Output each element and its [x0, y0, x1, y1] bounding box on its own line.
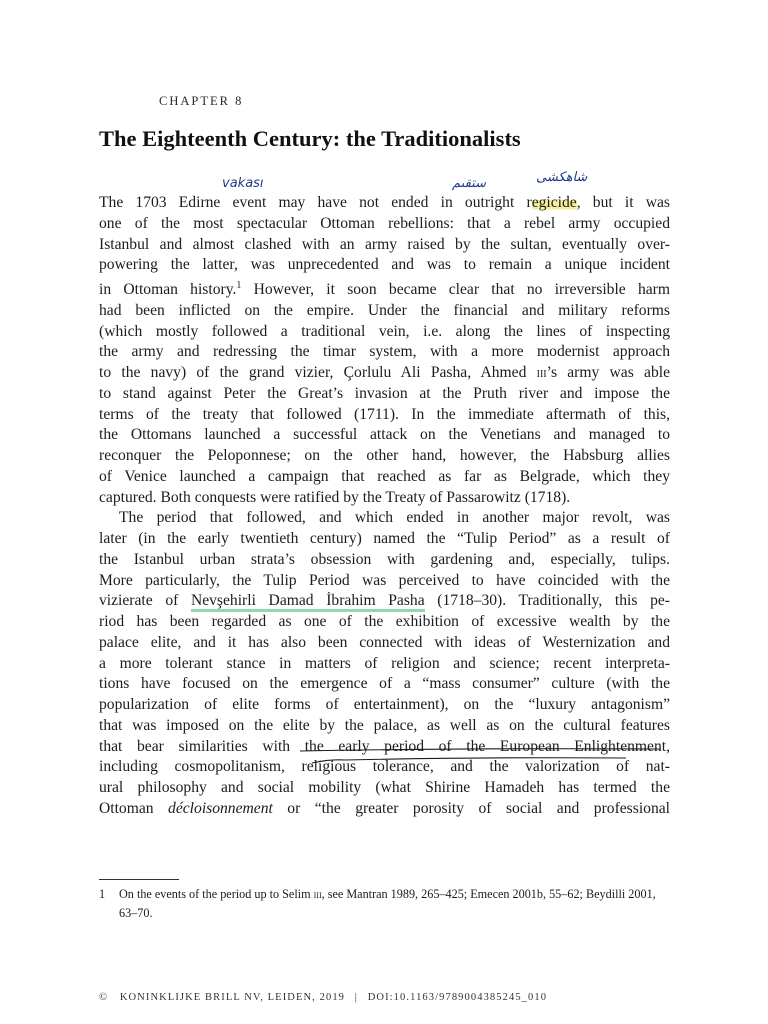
text-line: The period that followed, and which ended in another major revolt, was — [119, 509, 670, 527]
footnote-rule — [99, 879, 179, 880]
footer-separator: | — [354, 992, 358, 1003]
text-line: one of the most spectacular Ottoman rebellions: that a rebel army occupied — [99, 214, 670, 232]
copyright-symbol: © — [99, 992, 109, 1003]
text-line: powering the latter, was unprecedented and was to remain a unique incident — [99, 256, 670, 274]
text-line: to the navy) of the grand vizier, Çorlulu Ali Pasha, Ahmed iii’s army was able — [99, 364, 670, 382]
text-line: palace elite, and it has also been connected with ideas of Westernization and — [99, 633, 670, 651]
publisher-text: KONINKLIJKE BRILL NV, LEIDEN, 2019 — [119, 992, 346, 1003]
chapter-label: CHAPTER 8 — [159, 94, 244, 108]
footnote-text: On the events of the period up to Selim iii, see Mantran 1989, 265–425; Emecen 2001b, 55–62; Beydilli 2001, 63–70. — [119, 887, 656, 920]
text-line: More particularly, the Tulip Period was perceived to have coincided with the — [99, 571, 670, 589]
text-line: to stand against Peter the Great’s invasion at the Pruth river and impose the — [99, 384, 670, 402]
text-line: The 1703 Edirne event may have not ended in outright regicide, but it was — [99, 194, 670, 211]
highlight-regicide: egicide — [531, 194, 577, 211]
text-line: (which mostly followed a traditional vein, i.e. along the lines of inspecting — [99, 322, 670, 340]
page-footer — [99, 992, 670, 1003]
text-line: of Venice launched a campaign that reached as far as Belgrade, which they — [99, 467, 670, 485]
text-line: a more tolerant stance in matters of religion and science; recent interpreta- — [99, 654, 670, 672]
handwritten-annotation-regicide: شاهكشى — [536, 170, 588, 185]
text-line: vizierate of Nevşehirli Damad İbrahim Pasha (1718–30). Traditionally, this pe- — [99, 591, 670, 612]
text-line: later (in the early twentieth century) named the “Tulip Period” as a result of — [99, 530, 670, 548]
doi-text: DOI:10.1163/9789004385245_010 — [367, 992, 548, 1003]
chapter-title: The Eighteenth Century: the Traditionalists — [99, 126, 521, 151]
text-line: Ottoman décloisonnement or “the greater porosity of social and professional — [99, 799, 670, 817]
text-line: the Istanbul urban strata’s obsession with gardening and, especially, tulips. — [99, 550, 670, 568]
text-line: captured. Both conquests were ratified by the Treaty of Passarowitz (1718). — [99, 488, 571, 506]
footnote-reference: 1 — [236, 280, 242, 291]
highlight-ibrahim-pasha: Nevşehirli Damad İbrahim Pasha — [191, 592, 425, 612]
text-line: including cosmopolitanism, religious tolerance, and the valorization of nat- — [99, 758, 670, 776]
text-line: tions have focused on the emergence of a “mass consumer” culture (with the — [99, 675, 670, 693]
text-line: riod has been regarded as one of the exhibition of excessive wealth by the — [99, 613, 670, 631]
body-text — [99, 193, 670, 820]
text-line: terms of the treaty that followed (1711). In the immediate aftermath of this, — [99, 405, 670, 423]
handwritten-annotation-vakasi: vakası — [222, 176, 264, 191]
text-line: that bear similarities with the early period of the European Enlightenment, — [99, 737, 670, 755]
text-line: reconquer the Peloponnese; on the other hand, however, the Habsburg allies — [99, 447, 670, 465]
text-line: in Ottoman history.$^1$ However, it soon became clear that no irreversible harm — [99, 280, 671, 299]
text-line: ural philosophy and social mobility (what Shirine Hamadeh has termed the — [99, 779, 670, 797]
footnote-number: 1 — [99, 887, 106, 901]
text-line: the army and redressing the timar system, with a more modernist approach — [99, 343, 670, 361]
text-line: that was imposed on the elite by the palace, as well as on the cultural features — [99, 716, 670, 734]
text-line: had been inflicted on the empire. Under the financial and military reforms — [99, 301, 670, 319]
handwritten-annotation-outright: ستقىم — [452, 176, 486, 191]
text-line: popularization of elite forms of entertainment), on the “luxury antagonism” — [99, 696, 670, 714]
text-line: Istanbul and almost clashed with an army raised by the sultan, eventually over- — [99, 235, 670, 253]
text-line: the Ottomans launched a successful attack on the Venetians and managed to — [99, 426, 670, 444]
